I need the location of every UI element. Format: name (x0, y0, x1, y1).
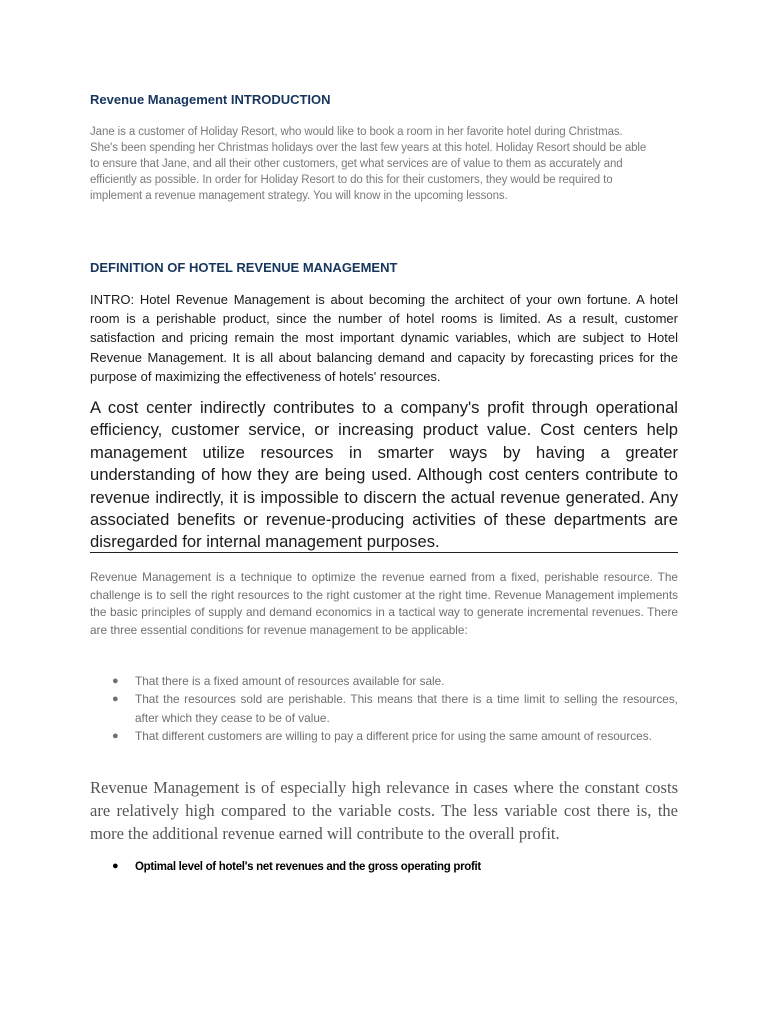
conditions-list (90, 672, 678, 745)
list-item (90, 727, 678, 745)
definition-paragraph: INTRO: Hotel Revenue Management is about becoming the architect of your own fortune. A hotel room is a perishable product, since the number of hotel rooms is limited. As a result, customer satisfaction and pricing remain the most important dynamic variables, which are subject to Hotel Revenue Management. It is all about balancing demand and capacity by forecasting prices for the purpose of maximizing the effectiveness of hotels' resources. (90, 292, 678, 384)
optimal-text: Optimal level of hotel's net revenues and the gross operating profit (135, 861, 481, 873)
intro-heading: Revenue Management INTRODUCTION (90, 92, 331, 107)
list-item (90, 672, 678, 690)
condition-text: That different customers are willing to pay a different price for using the same amount of resources. (135, 728, 652, 743)
intro-paragraph: Jane is a customer of Holiday Resort, who would like to book a room in her favorite hotel during Christmas. She's been spending her Christmas holidays over the last few years at this hotel. Holiday Resort should be able to ensure that Jane, and all their other customers, get what services are of value to them as accurately and efficiently as possible. In order for Holiday Resort to do this for their customers, they would be required to implement a revenue management strategy. You will know in the upcoming lessons. (90, 126, 647, 202)
list-item (90, 861, 481, 873)
relevance-paragraph: Revenue Management is of especially high relevance in cases where the constant costs are relatively high compared to the variable costs. The less variable cost there is, the more the additional revenue earned will contribute to the overall profit. (90, 778, 678, 843)
horizontal-divider (90, 552, 678, 553)
condition-text: That the resources sold are perishable. This means that there is a time limit to selling the resources, after which they cease to be of value. (135, 692, 678, 725)
bullet-icon: ● (112, 675, 119, 687)
optimal-list (90, 861, 481, 873)
bullet-icon: ● (112, 860, 119, 872)
condition-text: That there is a fixed amount of resources available for sale. (135, 674, 445, 688)
cost-center-paragraph: A cost center indirectly contributes to a company's profit through operational efficiency, customer service, or increasing product value. Cost centers help management utilize resources in smarter ways by having a greater understanding of how they are being used. Although cost centers contribute to revenue indirectly, it is impossible to discern the actual revenue generated. Any associated benefits or revenue-producing activities of these departments are disregarded for internal management purposes. (90, 398, 678, 552)
revenue-management-paragraph: Revenue Management is a technique to optimize the revenue earned from a fixed, perishable resource. The challenge is to sell the right resources to the right customer at the right time. Revenue Management implements the basic principles of supply and demand economics in a tactical way to generate incremental revenues. There are three essential conditions for revenue management to be applicable: (90, 570, 678, 637)
list-item (90, 690, 678, 727)
bullet-icon: ● (112, 729, 119, 742)
bullet-icon: ● (112, 693, 119, 706)
definition-heading: DEFINITION OF HOTEL REVENUE MANAGEMENT (90, 260, 398, 275)
